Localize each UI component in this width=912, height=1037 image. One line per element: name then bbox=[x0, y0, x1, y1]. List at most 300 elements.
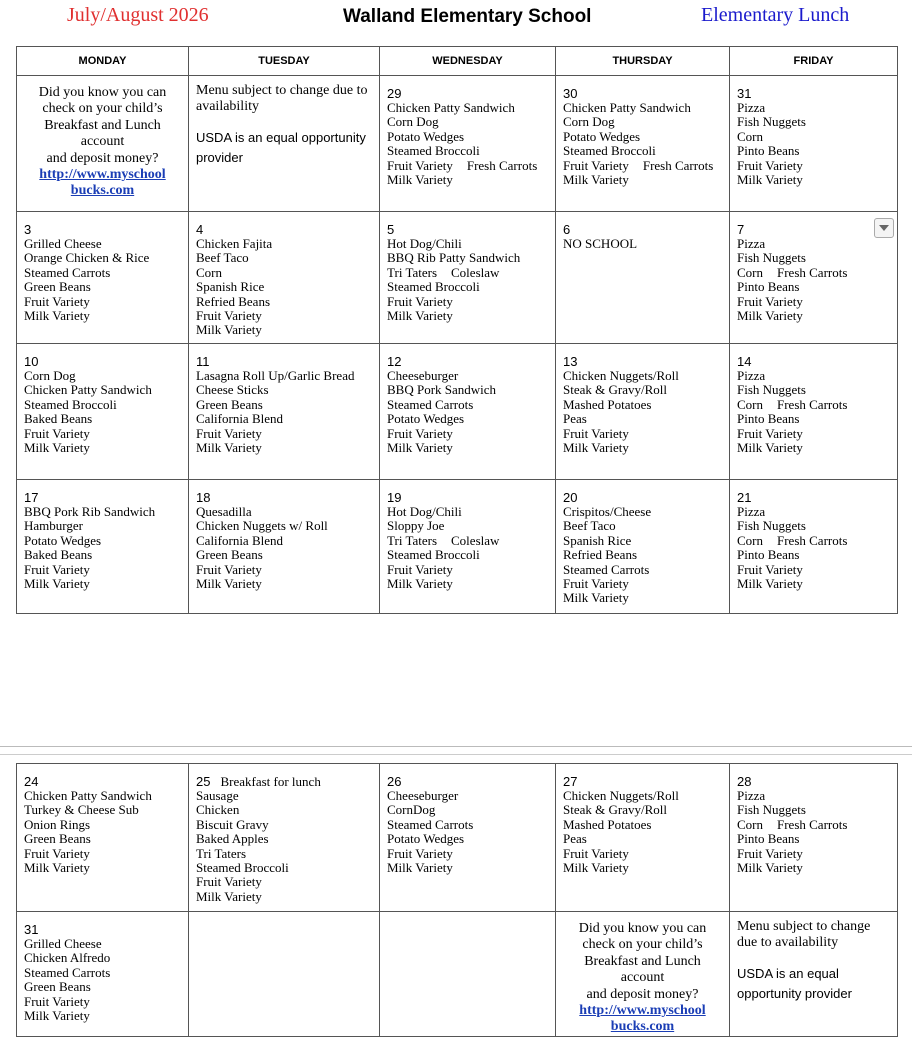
menu-item bbox=[196, 251, 373, 265]
menu-item bbox=[196, 861, 373, 875]
day-number: 30 bbox=[563, 86, 578, 101]
menu-item-text: Fruit Variety bbox=[24, 845, 90, 861]
menu-item bbox=[387, 101, 549, 115]
menu-item-text: Pinto Beans bbox=[737, 831, 800, 847]
menu-item-text: Chicken Nuggets w/ Roll bbox=[196, 518, 328, 534]
note-line: account bbox=[620, 970, 665, 986]
calendar-cell bbox=[189, 344, 380, 480]
menu-item bbox=[737, 251, 891, 265]
menu-item-text: Beef Taco bbox=[563, 518, 616, 534]
calendar-cell bbox=[730, 76, 898, 212]
day-cell bbox=[380, 344, 555, 455]
menu-subject-text: Menu subject to change due to availability bbox=[737, 919, 871, 951]
note-line: and deposit money? bbox=[586, 986, 699, 1002]
menu-item bbox=[196, 369, 373, 383]
menu-item-text: Mashed Potatoes bbox=[563, 816, 652, 832]
menu-item bbox=[196, 309, 373, 323]
menu-item-text: Green Beans bbox=[196, 547, 263, 563]
day-number: 3 bbox=[24, 222, 32, 237]
menu-item bbox=[563, 548, 723, 562]
day-cell bbox=[17, 912, 188, 1023]
menu-item-text: BBQ Rib Patty Sandwich bbox=[387, 250, 521, 266]
day-cell bbox=[189, 764, 379, 904]
menu-item-text: Baked Beans bbox=[24, 411, 93, 427]
note-line: Breakfast and Lunch bbox=[584, 953, 701, 969]
menu-item bbox=[737, 577, 891, 591]
menu-item bbox=[387, 115, 549, 129]
note-line: Did you know you can bbox=[38, 85, 167, 100]
menu-item-text: Corn Dog bbox=[563, 114, 615, 130]
day-cell bbox=[556, 212, 729, 251]
note-line: and deposit money? bbox=[46, 150, 159, 166]
menu-item-text: Pizza bbox=[737, 504, 766, 519]
day-cell bbox=[730, 76, 897, 187]
menu-item bbox=[387, 861, 549, 875]
day-number: 6 bbox=[563, 222, 571, 237]
menu-item bbox=[563, 144, 723, 158]
day-number: 12 bbox=[387, 354, 402, 369]
day-cell bbox=[17, 480, 188, 591]
day-cell bbox=[380, 212, 555, 323]
menu-item bbox=[196, 280, 373, 294]
day-cell bbox=[380, 480, 555, 591]
menu-item-text: Milk Variety bbox=[24, 440, 90, 456]
note-line: Did you know you can bbox=[578, 921, 707, 936]
menu-item bbox=[196, 847, 373, 861]
calendar-cell bbox=[380, 212, 556, 344]
day-cell bbox=[556, 480, 729, 606]
menu-item-text: Fruit Variety bbox=[387, 157, 453, 173]
menu-item bbox=[737, 847, 891, 861]
menu-item-text: Fruit Variety bbox=[737, 561, 803, 577]
menu-item-text: Fruit Variety bbox=[737, 293, 803, 309]
menu-item bbox=[563, 591, 723, 605]
calendar-cell bbox=[380, 912, 556, 1037]
menu-item-text: Potato Wedges bbox=[387, 411, 465, 427]
menu-item bbox=[563, 412, 723, 426]
menu-item bbox=[387, 251, 549, 265]
menu-item-text: Corn bbox=[737, 532, 763, 548]
menu-item-text: Baked Beans bbox=[24, 547, 93, 563]
menu-item-text: Steamed Carrots bbox=[24, 264, 111, 280]
menu-item-text: Fruit Variety bbox=[196, 308, 262, 324]
weekday-header-row bbox=[17, 47, 898, 76]
menu-item-text: Cheeseburger bbox=[387, 788, 459, 803]
menu-item-text: Steamed Broccoli bbox=[24, 396, 117, 412]
menu-item-text: Fruit Variety bbox=[563, 157, 629, 173]
menu-item bbox=[387, 534, 549, 548]
menu-item-text: Fish Nuggets bbox=[737, 518, 806, 534]
menu-item-text: Milk Variety bbox=[737, 440, 803, 456]
menu-item bbox=[24, 995, 182, 1009]
myschoolbucks-link[interactable] bbox=[39, 167, 165, 198]
calendar-cell bbox=[556, 764, 730, 912]
calendar-cell bbox=[730, 764, 898, 912]
menu-item-text: Quesadilla bbox=[196, 504, 252, 519]
menu-item-text: Corn Dog bbox=[387, 114, 439, 130]
menu-item bbox=[737, 534, 891, 548]
menu-item-text: Chicken Nuggets/Roll bbox=[563, 788, 679, 803]
menu-item-text: California Blend bbox=[196, 411, 284, 427]
day-number: 19 bbox=[387, 490, 402, 505]
menu-item-text: Potato Wedges bbox=[387, 128, 465, 144]
menu-item bbox=[737, 441, 891, 455]
menu-item-text: Fruit Variety bbox=[387, 845, 453, 861]
day-number: 18 bbox=[196, 490, 211, 505]
menu-item bbox=[24, 398, 182, 412]
menu-item bbox=[24, 369, 182, 383]
menu-item bbox=[563, 237, 723, 251]
day-cell bbox=[730, 480, 897, 591]
menu-item-text: Coleslaw bbox=[451, 532, 500, 548]
menu-item bbox=[563, 818, 723, 832]
menu-item bbox=[387, 803, 549, 817]
menu-item-text: Milk Variety bbox=[737, 860, 803, 876]
menu-item-text: California Blend bbox=[196, 532, 284, 548]
menu-item-text: Fish Nuggets bbox=[737, 382, 806, 398]
menu-item bbox=[387, 505, 549, 519]
menu-item-text: Steak & Gravy/Roll bbox=[563, 802, 667, 818]
header-menu-type: Elementary Lunch bbox=[701, 4, 850, 26]
menu-item bbox=[24, 789, 182, 803]
day-number: 4 bbox=[196, 222, 204, 237]
calendar-cell bbox=[189, 480, 380, 614]
menu-item bbox=[737, 237, 891, 251]
header-month: July/August 2026 bbox=[67, 4, 209, 26]
week-row bbox=[17, 76, 898, 212]
note-line: check on your child’s bbox=[582, 937, 703, 953]
menu-item-text: Fish Nuggets bbox=[737, 114, 806, 130]
menu-item bbox=[387, 847, 549, 861]
menu-item-text: Green Beans bbox=[196, 396, 263, 412]
day-cell bbox=[189, 480, 379, 591]
menu-item bbox=[737, 369, 891, 383]
menu-item-text: Milk Variety bbox=[387, 172, 453, 188]
menu-item bbox=[387, 144, 549, 158]
day-header-wednesday: WEDNESDAY bbox=[380, 47, 556, 76]
menu-item-text: Fruit Variety bbox=[24, 425, 90, 441]
menu-item bbox=[563, 847, 723, 861]
menu-item-text: Milk Variety bbox=[387, 440, 453, 456]
menu-item bbox=[24, 266, 182, 280]
day-number: 14 bbox=[737, 354, 752, 369]
menu-item-text: Milk Variety bbox=[563, 590, 629, 606]
menu-item-text: Milk Variety bbox=[24, 860, 90, 876]
menu-item bbox=[24, 295, 182, 309]
menu-item-text: Sausage bbox=[196, 788, 239, 803]
day-cell bbox=[730, 764, 897, 875]
menu-item bbox=[563, 563, 723, 577]
menu-item-text: Fruit Variety bbox=[387, 293, 453, 309]
menu-item bbox=[24, 441, 182, 455]
menu-item-text: Biscuit Gravy bbox=[196, 816, 269, 832]
menu-item bbox=[24, 548, 182, 562]
menu-item bbox=[196, 295, 373, 309]
menu-item-text: Milk Variety bbox=[24, 1008, 90, 1024]
menu-item bbox=[737, 383, 891, 397]
menu-item bbox=[196, 789, 373, 803]
menu-item bbox=[196, 519, 373, 533]
menu-item-text: Fruit Variety bbox=[387, 561, 453, 577]
menu-item-text: Refried Beans bbox=[563, 547, 638, 563]
menu-item-text: Milk Variety bbox=[196, 440, 262, 456]
menu-item bbox=[737, 309, 891, 323]
menu-item bbox=[737, 280, 891, 294]
day-cell bbox=[556, 764, 729, 875]
menu-item-text: Fresh Carrots bbox=[466, 157, 538, 173]
menu-item-text: Milk Variety bbox=[563, 860, 629, 876]
menu-item-text: Cheeseburger bbox=[387, 368, 459, 383]
myschoolbucks-link[interactable] bbox=[579, 1003, 705, 1034]
menu-item-text: Green Beans bbox=[24, 979, 91, 995]
menu-item-text: Steamed Broccoli bbox=[196, 860, 289, 876]
menu-item-text: Steamed Broccoli bbox=[563, 143, 656, 159]
menu-item-text: Fruit Variety bbox=[563, 576, 629, 592]
day-cell bbox=[380, 764, 555, 875]
calendar-cell bbox=[17, 912, 189, 1037]
menu-item-text: Corn bbox=[737, 816, 763, 832]
menu-item-text: Steak & Gravy/Roll bbox=[563, 382, 667, 398]
account-info-note bbox=[556, 912, 729, 1036]
menu-item-text: Corn bbox=[196, 264, 222, 280]
menu-item-text: BBQ Pork Rib Sandwich bbox=[24, 504, 156, 519]
day-cell bbox=[730, 212, 897, 323]
day-cell bbox=[556, 344, 729, 455]
menu-item-text: Milk Variety bbox=[387, 308, 453, 324]
menu-item-text: Milk Variety bbox=[387, 860, 453, 876]
menu-item-text: Fruit Variety bbox=[196, 561, 262, 577]
menu-item bbox=[24, 412, 182, 426]
school-name: Walland Elementary School bbox=[343, 6, 592, 27]
day-cell bbox=[380, 76, 555, 187]
day-cell bbox=[17, 212, 188, 323]
day-number: 26 bbox=[387, 774, 402, 789]
calendar-cell bbox=[556, 480, 730, 614]
menu-item-text: Steamed Broccoli bbox=[387, 547, 480, 563]
menu-item-text: Pizza bbox=[737, 788, 766, 803]
menu-item-text: Corn bbox=[737, 264, 763, 280]
menu-item bbox=[24, 847, 182, 861]
calendar-cell bbox=[380, 76, 556, 212]
menu-item bbox=[387, 441, 549, 455]
calendar-cell bbox=[730, 344, 898, 480]
menu-item-text: Onion Rings bbox=[24, 816, 91, 832]
menu-item-text: Fruit Variety bbox=[737, 425, 803, 441]
menu-item-text: Potato Wedges bbox=[387, 831, 465, 847]
day-header-thursday: THURSDAY bbox=[556, 47, 730, 76]
day-number: 27 bbox=[563, 774, 578, 789]
menu-item-text: Baked Apples bbox=[196, 831, 269, 847]
menu-item-text: Chicken Nuggets/Roll bbox=[563, 368, 679, 383]
menu-item bbox=[737, 818, 891, 832]
menu-item bbox=[563, 427, 723, 441]
day-number: 29 bbox=[387, 86, 402, 101]
menu-item bbox=[24, 534, 182, 548]
menu-item-text: Steamed Carrots bbox=[24, 964, 111, 980]
menu-item-text: Pizza bbox=[737, 368, 766, 383]
day-cell bbox=[189, 344, 379, 455]
menu-item bbox=[563, 173, 723, 187]
menu-item bbox=[196, 383, 373, 397]
menu-item bbox=[196, 803, 373, 817]
menu-item-text: Pinto Beans bbox=[737, 279, 800, 295]
menu-item bbox=[737, 861, 891, 875]
day-cell bbox=[189, 212, 379, 338]
menu-item bbox=[196, 563, 373, 577]
calendar-cell bbox=[189, 912, 380, 1037]
menu-item-text: Fruit Variety bbox=[737, 845, 803, 861]
day-cell bbox=[17, 344, 188, 455]
menu-item bbox=[563, 534, 723, 548]
day-number: 7 bbox=[737, 222, 745, 237]
menu-item bbox=[196, 548, 373, 562]
menu-item-text: Spanish Rice bbox=[563, 532, 632, 548]
menu-item-text: Turkey & Cheese Sub bbox=[24, 802, 139, 818]
menu-item bbox=[563, 383, 723, 397]
menu-item bbox=[196, 323, 373, 337]
menu-item-text: Hot Dog/Chili bbox=[387, 504, 462, 519]
menu-item bbox=[24, 519, 182, 533]
menu-item bbox=[387, 173, 549, 187]
calendar-cell bbox=[17, 212, 189, 344]
lunch-calendar-bottom bbox=[16, 763, 898, 1037]
menu-item-text: Fruit Variety bbox=[387, 425, 453, 441]
menu-item bbox=[737, 266, 891, 280]
menu-item bbox=[387, 383, 549, 397]
menu-item-text: Tri Taters bbox=[387, 264, 438, 280]
menu-item bbox=[24, 383, 182, 397]
menu-disclaimer bbox=[730, 912, 897, 1004]
menu-item bbox=[387, 789, 549, 803]
menu-item-text: Beef Taco bbox=[196, 250, 249, 266]
day-number: 20 bbox=[563, 490, 578, 505]
menu-item bbox=[737, 803, 891, 817]
menu-item bbox=[387, 427, 549, 441]
menu-item bbox=[737, 505, 891, 519]
calendar-cell bbox=[730, 480, 898, 614]
menu-item bbox=[563, 832, 723, 846]
menu-item bbox=[24, 505, 182, 519]
menu-item-text: Refried Beans bbox=[196, 293, 271, 309]
menu-item bbox=[24, 1009, 182, 1023]
menu-item bbox=[24, 563, 182, 577]
menu-item bbox=[387, 412, 549, 426]
day-theme: Breakfast for lunch bbox=[220, 774, 321, 789]
menu-item bbox=[196, 266, 373, 280]
menu-item-text: Chicken Fajita bbox=[196, 236, 273, 251]
menu-item-text: Pinto Beans bbox=[737, 547, 800, 563]
menu-item-text: Fresh Carrots bbox=[777, 532, 848, 548]
menu-item bbox=[387, 280, 549, 294]
menu-item-text: Green Beans bbox=[24, 279, 91, 295]
menu-item bbox=[196, 441, 373, 455]
calendar-cell bbox=[189, 764, 380, 912]
menu-item bbox=[196, 412, 373, 426]
menu-item bbox=[737, 101, 891, 115]
menu-item-text: Fruit Variety bbox=[737, 157, 803, 173]
week-row bbox=[17, 344, 898, 480]
menu-item bbox=[24, 818, 182, 832]
menu-item bbox=[737, 159, 891, 173]
menu-item-text: Hamburger bbox=[24, 518, 83, 534]
menu-item-text: Chicken Patty Sandwich bbox=[24, 382, 152, 398]
note-line: account bbox=[80, 134, 125, 150]
menu-item bbox=[24, 577, 182, 591]
day-number: 25 Breakfast for lunch bbox=[196, 774, 321, 789]
menu-item-text: Fruit Variety bbox=[24, 561, 90, 577]
menu-item bbox=[196, 237, 373, 251]
menu-item-text: BBQ Pork Sandwich bbox=[387, 382, 497, 398]
menu-item bbox=[563, 505, 723, 519]
day-cell bbox=[17, 764, 188, 875]
menu-item bbox=[737, 832, 891, 846]
week-row bbox=[17, 764, 898, 912]
day-number: 28 bbox=[737, 774, 752, 789]
week-row bbox=[17, 912, 898, 1037]
menu-item bbox=[563, 101, 723, 115]
menu-item bbox=[737, 115, 891, 129]
menu-item bbox=[563, 861, 723, 875]
menu-item-text: Pizza bbox=[737, 236, 766, 251]
menu-item-text: Steamed Broccoli bbox=[387, 143, 480, 159]
menu-item-text: Milk Variety bbox=[24, 576, 90, 592]
page-break-line bbox=[0, 746, 912, 747]
menu-item bbox=[737, 548, 891, 562]
menu-item bbox=[387, 548, 549, 562]
menu-item bbox=[563, 115, 723, 129]
menu-item bbox=[737, 427, 891, 441]
menu-item bbox=[387, 577, 549, 591]
dropdown-arrow-icon[interactable] bbox=[874, 218, 894, 238]
menu-item-text: Fruit Variety bbox=[24, 293, 90, 309]
menu-item bbox=[196, 534, 373, 548]
usda-statement: USDA is an equal opportunity provider bbox=[737, 965, 852, 1001]
menu-item bbox=[387, 295, 549, 309]
menu-item bbox=[24, 280, 182, 294]
calendar-cell bbox=[730, 912, 898, 1037]
calendar-cell bbox=[189, 212, 380, 344]
menu-item bbox=[737, 412, 891, 426]
menu-item bbox=[24, 803, 182, 817]
menu-item-text: Lasagna Roll Up/Garlic Bread bbox=[196, 368, 355, 383]
menu-item bbox=[387, 398, 549, 412]
link-text: bucks.com bbox=[70, 183, 135, 199]
menu-item bbox=[737, 398, 891, 412]
day-number: 13 bbox=[563, 354, 578, 369]
calendar-cell bbox=[189, 76, 380, 212]
calendar-cell bbox=[17, 764, 189, 912]
menu-item bbox=[24, 951, 182, 965]
day-number: 21 bbox=[737, 490, 752, 505]
menu-item bbox=[24, 427, 182, 441]
menu-subject-text: Menu subject to change due to availability bbox=[196, 83, 368, 115]
menu-item-text: Steamed Carrots bbox=[563, 561, 650, 577]
calendar-cell bbox=[380, 764, 556, 912]
menu-item bbox=[737, 563, 891, 577]
week-row bbox=[17, 480, 898, 614]
usda-statement: USDA is an equal opportunity provider bbox=[196, 129, 366, 165]
menu-item bbox=[24, 980, 182, 994]
menu-item-text: Chicken bbox=[196, 802, 240, 818]
menu-item bbox=[737, 144, 891, 158]
menu-item bbox=[24, 832, 182, 846]
menu-item-text: Chicken Patty Sandwich bbox=[563, 100, 691, 115]
menu-item-text: Green Beans bbox=[24, 831, 91, 847]
menu-item-text: Tri Taters bbox=[196, 845, 247, 861]
day-number: 17 bbox=[24, 490, 39, 505]
menu-item-text: Milk Variety bbox=[24, 308, 90, 324]
menu-item bbox=[196, 890, 373, 904]
